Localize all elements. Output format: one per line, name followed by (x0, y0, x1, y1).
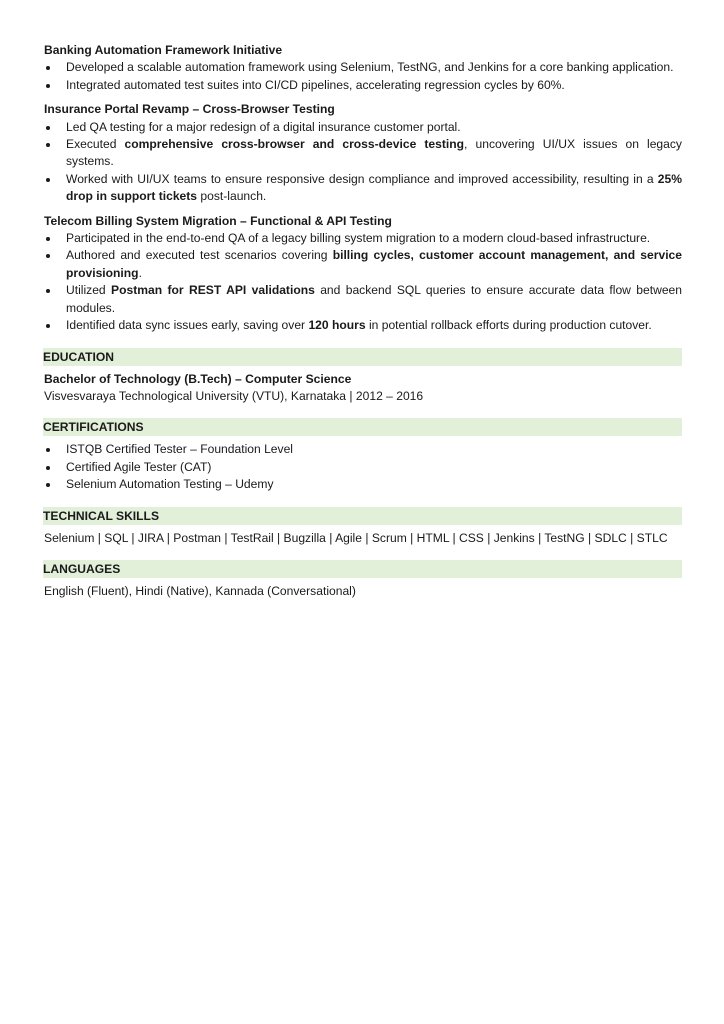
bullet-emphasis: comprehensive cross-browser and cross-device testing (124, 137, 465, 152)
bullet-text: Led QA testing for a major redesign of a digital insurance customer portal. (66, 119, 461, 134)
bullet-emphasis: billing cycles, customer account management, and service provisioning (66, 248, 683, 280)
project-bullets (44, 59, 682, 94)
bullet-text: Integrated automated test suites into CI/CD pipelines, accelerating regression cycles by 60%. (66, 77, 565, 92)
languages-text: English (Fluent), Hindi (Native), Kannada (Conversational) (44, 583, 356, 598)
project-bullet (44, 136, 682, 171)
skills-text: Selenium | SQL | JIRA | Postman | TestRail | Bugzilla | Agile | Scrum | HTML | CSS | Jenkins | TestNG | SDLC | STLC (44, 530, 668, 545)
certifications-list (44, 441, 682, 493)
project-title: Banking Automation Framework Initiative (44, 43, 283, 57)
bullet-text: post-launch. (197, 189, 267, 204)
languages-heading: LANGUAGES (43, 561, 121, 576)
bullet-text: Worked with UI/UX teams to ensure responsive design compliance and improved accessibility, resulting in a (66, 171, 658, 186)
bullet-text: and backend SQL queries to ensure accurate data flow between modules. (66, 283, 683, 315)
certification-item: ISTQB Certified Tester – Foundation Level (44, 441, 682, 458)
projects-list (44, 42, 682, 335)
bullet-text: , uncovering UI/UX issues on legacy systems. (66, 137, 682, 169)
project-bullet (44, 119, 682, 136)
bullet-text: Authored and executed test scenarios covering (66, 248, 333, 263)
languages-section-header (43, 560, 682, 578)
project-bullets (44, 230, 682, 334)
project-bullet (44, 317, 682, 334)
project-bullet (44, 59, 682, 76)
bullet-text: Developed a scalable automation framework using Selenium, TestNG, and Jenkins for a core banking application. (66, 60, 674, 75)
bullet-text: . (138, 265, 142, 280)
project-title: Telecom Billing System Migration – Functional & API Testing (44, 213, 392, 228)
certifications-heading: CERTIFICATIONS (43, 420, 144, 435)
bullet-emphasis: 25% drop in support tickets (66, 171, 682, 204)
bullet-text: Utilized (66, 283, 112, 298)
project-bullets (44, 119, 682, 206)
project-bullet (44, 247, 682, 282)
bullet-text: Participated in the end-to-end QA of a legacy billing system migration to a modern cloud-based infrastructure. (66, 231, 651, 246)
bullet-emphasis: 120 hours (308, 318, 366, 333)
bullet-text: Identified data sync issues early, saving over (66, 318, 309, 333)
resume-content (44, 42, 682, 600)
education-school: Visvesvaraya Technological University (VTU), Karnataka | 2012 – 2016 (44, 388, 424, 403)
project-bullet (44, 77, 682, 94)
bullet-text: Executed (66, 137, 125, 152)
education-section-header (43, 348, 682, 366)
project-bullet (44, 282, 682, 317)
bullet-emphasis: Postman for REST API validations (111, 283, 315, 298)
skills-section-header (43, 507, 682, 525)
project-title: Insurance Portal Revamp – Cross-Browser Testing (44, 102, 335, 117)
skills-heading: TECHNICAL SKILLS (43, 508, 160, 523)
project-bullet (44, 171, 682, 206)
project-bullet (44, 230, 682, 247)
education-degree: Bachelor of Technology (B.Tech) – Computer Science (44, 371, 352, 386)
certification-item: Certified Agile Tester (CAT) (44, 459, 682, 476)
education-heading: EDUCATION (43, 349, 114, 364)
bullet-text: in potential rollback efforts during production cutover. (365, 318, 652, 333)
certifications-section-header (43, 418, 682, 436)
certification-item: Selenium Automation Testing – Udemy (44, 476, 682, 493)
